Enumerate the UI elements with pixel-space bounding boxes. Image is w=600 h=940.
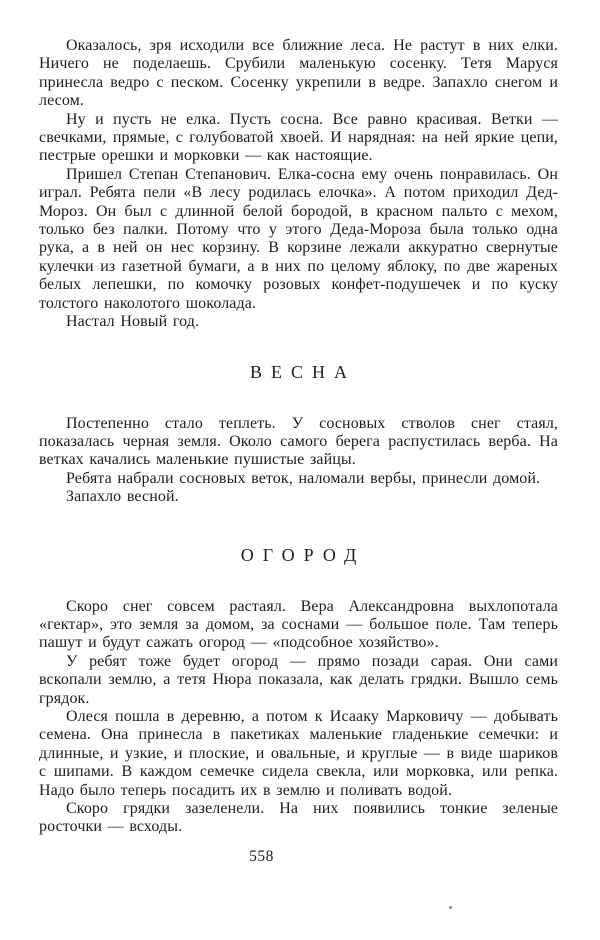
paragraph: Ребята набрали сосновых веток, наломали вербы, принесли домой.	[66, 469, 541, 487]
paragraph: Пришел Степан Степанович. Елка-сосна ему очень понравилась. Он играл. Ребята пели «В лесу родилась елочка». А потом приходил Дед-Мороз. Он был с длинной белой бородой, в красном пальто с мехом, только без палки. Потому что у этого Деда-Мороза была только одна рука, а в ней он нес корзину. В корзине лежали аккуратно свернутые кулечки из газетной бумаги, а в них по целому яблоку, по две жареных белых лепешки, по комочку розовых конфет-подушечек и по куску толстого наколотого шоколада.	[39, 165, 558, 312]
page-number: 558	[249, 847, 274, 865]
paragraph: Ну и пусть не елка. Пусть сосна. Все равно красивая. Ветки — свечками, прямые, с голубоватой хвоей. И нарядная: на ней яркие цепи, пестрые орешки и морковки — как настоящие.	[39, 110, 558, 165]
paragraph: Скоро снег совсем растаял. Вера Александровна выхлопотала «гектар», это земля за домом, за соснами — большое поле. Там теперь пашут и будут сажать огород — «подсобное хозяйство».	[39, 597, 558, 652]
paragraph: Настал Новый год.	[66, 313, 200, 331]
paragraph: Постепенно стало теплеть. У сосновых стволов снег стаял, показалась черная земля. Около самого берега распустилась верба. На ветках качались маленькие пушистые зайцы.	[39, 414, 558, 469]
paragraph: Олеся пошла в деревню, а потом к Исааку Марковичу — добывать семена. Она принесла в пакетиках маленькие гладенькие семечки: и длинные, и узкие, и плоские, и овальные, и круглые — в виде шариков с шипами. В каждом семечке сидела свекла, или морковка, или репка. Надо было теперь посадить их в землю и поливать водой.	[39, 707, 558, 799]
paragraph: Оказалось, зря исходили все ближние леса. Не растут в них елки. Ничего не поделаешь. Срубили маленькую сосенку. Тетя Маруся принесла ведро с песком. Сосенку укрепили в ведре. Запахло снегом и лесом.	[39, 37, 558, 110]
paragraph: Скоро грядки зазеленели. На них появились тонкие зеленые росточки — всходы.	[39, 800, 558, 836]
paragraph: У ребят тоже будет огород — прямо позади сарая. Они сами вскопали землю, а тетя Нюра показала, как делать грядки. Вышло семь грядок.	[39, 652, 558, 707]
paragraph: Запахло весной.	[66, 488, 179, 506]
section-heading-ogorod: ОГОРОД	[240, 544, 366, 565]
section-heading-vesna: ВЕСНА	[249, 361, 356, 382]
scan-speck	[449, 906, 452, 909]
